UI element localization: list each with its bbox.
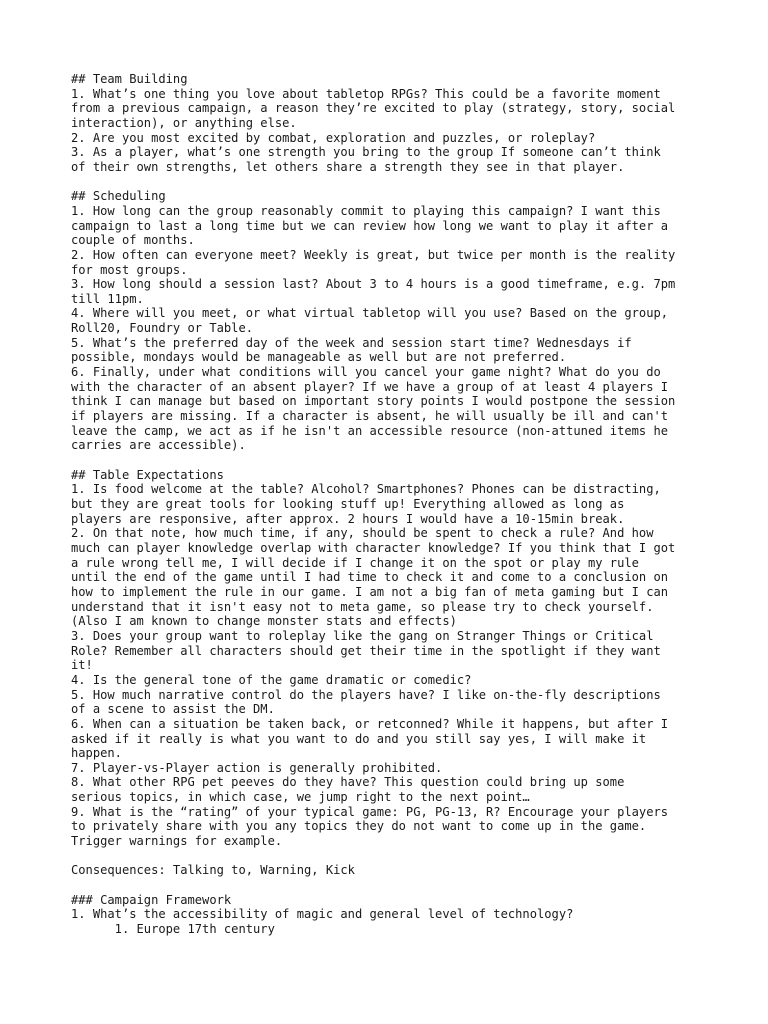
list-item-line: 7. Player-vs-Player action is generally prohibited. bbox=[71, 760, 443, 775]
list-item-line: 5. What’s the preferred day of the week and session start time? Wednesdays if bbox=[71, 335, 632, 350]
list-item-line: 5. How much narrative control do the players have? I like on-the-fly descriptions bbox=[71, 687, 661, 702]
section-heading: ## Scheduling bbox=[71, 189, 166, 204]
text-line: think I can manage but based on important story points I would postpone the session bbox=[71, 394, 676, 409]
text-line: serious topics, in which case, we jump right to the next point… bbox=[71, 790, 530, 805]
blank-line bbox=[71, 849, 711, 864]
text-line: interaction), or anything else. bbox=[71, 115, 297, 130]
section-heading: ## Team Building bbox=[71, 72, 188, 86]
blank-line bbox=[71, 453, 711, 468]
list-item-line: 6. Finally, under what conditions will you cancel your game night? What do you do bbox=[71, 365, 661, 380]
list-item-line: 4. Where will you meet, or what virtual tabletop will you use? Based on the group, bbox=[71, 306, 669, 321]
subsection-heading: ### Campaign Framework bbox=[71, 892, 232, 907]
text-line: but they are great tools for looking stuff up! Everything allowed as long as bbox=[71, 497, 625, 511]
list-item-line: 1. What’s one thing you love about tabletop RPGs? This could be a favorite moment bbox=[71, 86, 661, 101]
list-item-line: 2. Are you most excited by combat, exploration and puzzles, or roleplay? bbox=[71, 130, 596, 145]
text-line: Roll20, Foundry or Table. bbox=[71, 321, 254, 336]
text-line: happen. bbox=[71, 746, 122, 761]
text-line: from a previous campaign, a reason they’re excited to play (strategy, story, social bbox=[71, 101, 676, 116]
text-line: of their own strengths, let others share a strength they see in that player. bbox=[71, 159, 625, 174]
text-line: couple of months. bbox=[71, 233, 195, 248]
text-line: players are responsive, after approx. 2 hours I would have a 10-15min break. bbox=[71, 511, 625, 526]
list-item-line: 2. How often can everyone meet? Weekly is great, but twice per month is the reality bbox=[71, 247, 676, 262]
section-heading: ## Table Expectations bbox=[71, 467, 224, 482]
text-line: leave the camp, we act as if he isn't an accessible resource (non-attuned items he bbox=[71, 423, 669, 438]
text-line: it! bbox=[71, 658, 93, 673]
text-line: Role? Remember all characters should get their time in the spotlight if they want bbox=[71, 643, 661, 658]
text-line: to privately share with you any topics they do not want to come up in the game. bbox=[71, 819, 647, 834]
list-item-line: 1. Is food welcome at the table? Alcohol? Smartphones? Phones can be distracting, bbox=[71, 482, 661, 497]
blank-line bbox=[71, 175, 711, 190]
list-item-line: 9. What is the “rating” of your typical game: PG, PG-13, R? Encourage your players bbox=[71, 804, 669, 819]
text-line: understand that it isn't easy not to meta game, so please try to check yourself. bbox=[71, 599, 654, 614]
list-item-line: 1. What’s the accessibility of magic and general level of technology? bbox=[71, 907, 574, 922]
text-line: Consequences: Talking to, Warning, Kick bbox=[71, 863, 355, 878]
text-line: possible, mondays would be manageable as well but are not preferred. bbox=[71, 350, 567, 365]
text-line: a rule wrong tell me, I will decide if I change it on the spot or play my rule bbox=[71, 555, 639, 570]
list-item-line: 3. Does your group want to roleplay like the gang on Stranger Things or Critical bbox=[71, 628, 654, 643]
text-line: until the end of the game until I had time to check it and come to a conclusion on bbox=[71, 570, 669, 585]
list-item-line: 4. Is the general tone of the game dramatic or comedic? bbox=[71, 672, 472, 687]
text-line: much can player knowledge overlap with character knowledge? If you think that I got bbox=[71, 540, 676, 555]
text-line: with the character of an absent player? If we have a group of at least 4 players I bbox=[71, 379, 669, 394]
text-line: Trigger warnings for example. bbox=[71, 834, 283, 849]
list-item-line: 3. How long should a session last? About 3 to 4 hours is a good timeframe, e.g. 7pm bbox=[71, 277, 676, 292]
list-item-line: 6. When can a situation be taken back, or retconned? While it happens, but after I bbox=[71, 716, 669, 731]
text-line: carries are accessible). bbox=[71, 438, 246, 453]
text-line: campaign to last a long time but we can review how long we want to play it after a bbox=[71, 218, 669, 233]
list-item-line: 2. On that note, how much time, if any, should be spent to check a rule? And how bbox=[71, 526, 654, 541]
list-item-line: 8. What other RPG pet peeves do they have? This question could bring up some bbox=[71, 775, 625, 790]
text-line: how to implement the rule in our game. I am not a big fan of meta gaming but I can bbox=[71, 584, 669, 599]
document-body bbox=[71, 72, 711, 937]
text-line: for most groups. bbox=[71, 262, 188, 277]
list-item-line: 1. How long can the group reasonably commit to playing this campaign? I want this bbox=[71, 203, 661, 218]
blank-line bbox=[71, 878, 711, 893]
text-line: (Also I am known to change monster stats and effects) bbox=[71, 614, 457, 629]
list-item-line: 3. As a player, what’s one strength you bring to the group If someone can’t think bbox=[71, 145, 661, 160]
text-line: if players are missing. If a character is absent, he will usually be ill and can't bbox=[71, 409, 669, 424]
text-line: till 11pm. bbox=[71, 291, 144, 306]
text-line: of a scene to assist the DM. bbox=[71, 702, 275, 717]
list-item-line: 1. Europe 17th century bbox=[71, 922, 275, 936]
text-line: asked if it really is what you want to do and you still say yes, I will make it bbox=[71, 731, 647, 746]
